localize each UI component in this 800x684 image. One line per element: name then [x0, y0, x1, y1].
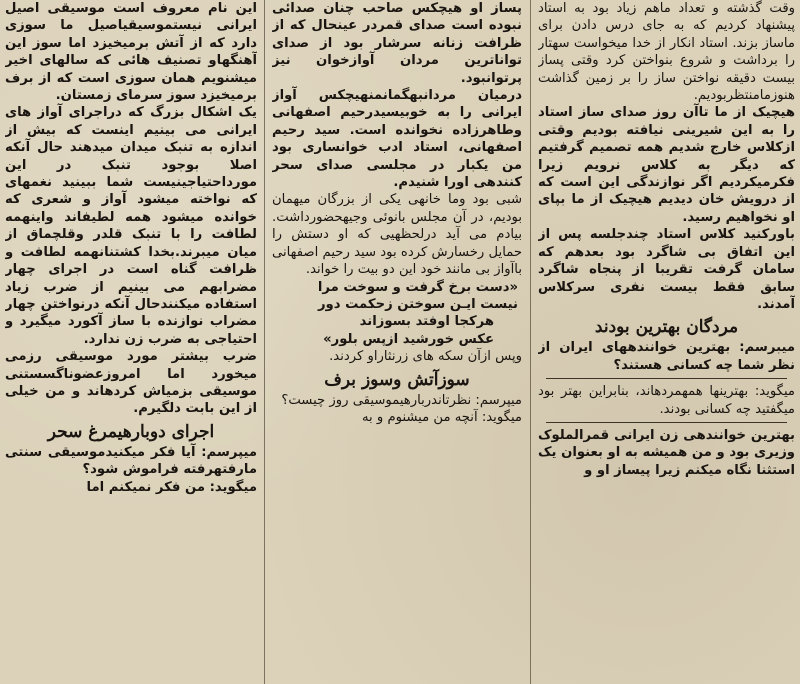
- paragraph: ضرب بیشتر مورد موسیقی رزمی میخورد اما امروزعضوناگسستنی موسیقی بزمیاش کردهاند و من خیلی از این بابت دلگیرم.: [5, 349, 257, 417]
- section-heading: سوزآتش وسوز برف: [324, 369, 470, 390]
- column-rule: [264, 0, 265, 684]
- column-right: [538, 0, 795, 684]
- paragraph: پساز او هیچکس صاحب چنان صدائی نبوده است صدای قمردر عینحال که از ظرافت زنانه سرشار بود از صدای تواناترین مردان آوازخوان نیز پرتوانبود.: [272, 1, 522, 86]
- paragraph: این نام معروف است موسیقی اصیل ایرانی نیستموسیقیاصیل ما سوزی دارد که از آتش برمیخیزد اما سوز این آهنگهاو تصنیف هائی که سالهای اخیر میشنویم همان سوزی است که از برف برمیخیزد سوز سرمای زمستان.: [5, 1, 257, 104]
- poem-line: هرکجا اوفتد بسوزاند: [359, 314, 494, 330]
- answer-paragraph: میگوید: من فکر نمیکنم اما: [86, 479, 257, 495]
- paragraph: یک اشکال بزرگ که دراجرای آواز های ایرانی می بینیم اینست که بیش از اندازه به تنبک میدان میدهند حال آنکه اصلا بوجود تنبک در این مورداحتیاجینیست شما ببینید نغمهای که نواخته میشود آواز و شعری که خوانده میشود همه لطیفاند واینهمه لطافت را با تنبک قلدر وقلچماق از میان میبرند.بخدا کشتنانهمه لطافت و ظرافت گناه است در اجرای چهار مضرابهم می بینیم از ضرب زیاد استفاده میکنندحال آنکه درنواختن چهار مضراب نوازنده با ساز آکورد میگیرد و احتیاجی به ضرب زن ندارد.: [5, 105, 257, 347]
- divider: [546, 422, 787, 423]
- question-paragraph: میبرسم: بهترین خوانندههای ایران از نظر شما چه کسانی هستند؟: [538, 340, 795, 373]
- poem-line: عکس خورشید ازپس بلور»: [323, 331, 494, 347]
- paragraph: درمیان مردانبهگمانمنهیچکس آواز ایرانی را به خوبیسیدرحیم اصفهانی وطاهرزاده نخوانده است. سید رحیم اصفهانی، استاد ادب خوانساری بود من یکبار در مجلسی صدای سحر کنندهی اورا شنیدم.: [272, 88, 522, 191]
- section-heading: اجرای دوبارهیمرغ سحر: [47, 421, 215, 442]
- paragraph: بهترین خوانندهی زن ایرانی قمرالملوک وزیری بود و من همیشه به او بعنوان یک استثنا نگاه میکنم زیرا پیساز او و: [538, 427, 795, 478]
- poem-line: «دست برخ گرفت و سوخت مرا: [317, 279, 518, 295]
- divider: [546, 378, 787, 379]
- paragraph: هیچیک از ما تاآن روز صدای ساز استاد را به این شیرینی نیافته بودیم وقتی ازکلاس خارج شدیم همه تصمیم گرفتیم که دیگر به کلاس نرویم زیرا فکرمیکردیم اگر نوازندگی این است که از درویش خان دیدیم هیچیک از ما بپای او نخواهیم رسید.: [538, 105, 795, 225]
- poem-line: نیست ایـن سوختن زحکمت دور: [317, 296, 518, 312]
- answer-paragraph: میگوید: بهترینها همهمردهاند، بنابراین بهتر بود میگفتید چه کسانی بودند.: [538, 384, 795, 417]
- question-paragraph: میپرسم: نظرتاندربارهیموسیقی روز چیست؟: [281, 392, 522, 408]
- section-heading: مردگان بهترین بودند: [594, 317, 739, 338]
- paragraph: وقت گذشته و تعداد ماهم زیاد بود به استاد پیشنهاد کردیم که به جای درس دادن برای ماساز بزند. استاد انکار از خدا میخواست سهتار را برداشت و شروع بنواختن کرد وقتی پساز بیست دقیقه نواختن ساز را بر زمین گذاشت هنوزمامنتظربودیم.: [538, 1, 795, 104]
- answer-paragraph: میگوید: آنچه من میشنوم و به: [361, 409, 522, 425]
- column-rule: [530, 0, 531, 684]
- paragraph: وپس ازآن سکه های زرنثاراو کردند.: [329, 349, 522, 365]
- question-paragraph: میپرسم: آیا فکر میکنیدموسیقی سنتی مارفتهرفته فراموش شود؟: [5, 444, 257, 478]
- column-middle: [272, 0, 522, 684]
- paragraph: شبی بود وما خانهی یکی از بزرگان میهمان بودیم، در آن مجلس بانوئی وجیهحضورداشت. بیادم می آید درلحظهیی که او دستش را حمایل رخسارش کرده بود سید رحیم اصفهانی باآواز بی مانند خود این دو بیت را خواند.: [272, 192, 522, 278]
- paragraph: باورکنید کلاس استاد چندجلسه پس از این اتفاق بی شاگرد بود بعدهم که سامان گرفت تقریبا از پنجاه شاگرد سابق فقط بیست نفری سرکلاس آمدند.: [538, 227, 795, 312]
- column-left: [5, 0, 257, 684]
